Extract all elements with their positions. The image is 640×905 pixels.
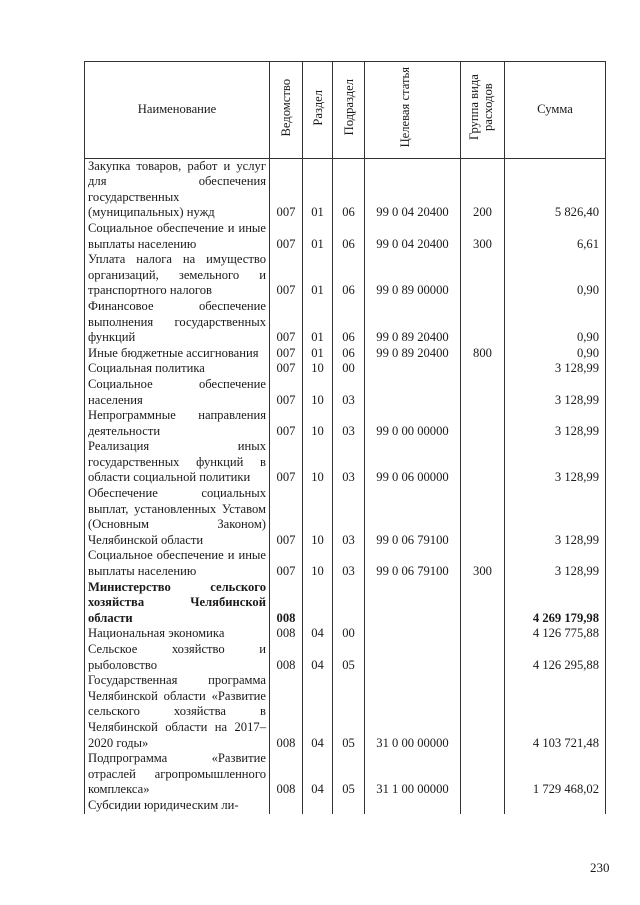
- row-gruppa: 300: [461, 221, 505, 252]
- table-row: [85, 580, 606, 627]
- row-summa: 3 128,99: [505, 486, 606, 548]
- row-podrazdel: 05: [333, 673, 365, 751]
- row-razdel: 04: [303, 642, 333, 673]
- row-vedomstvo: 008: [270, 751, 303, 798]
- table-row: [85, 346, 606, 362]
- row-name: Подпрограмма «Развитие отраслей агропромышленного комплекса»: [85, 751, 270, 798]
- row-podrazdel: 03: [333, 439, 365, 486]
- row-gruppa: 800: [461, 346, 505, 362]
- row-vedomstvo: 007: [270, 548, 303, 579]
- row-podrazdel: 06: [333, 221, 365, 252]
- row-gruppa: [461, 751, 505, 798]
- row-tselevaya: 99 0 06 00000: [365, 439, 461, 486]
- row-podrazdel: [333, 798, 365, 814]
- row-vedomstvo: 007: [270, 346, 303, 362]
- row-podrazdel: 03: [333, 548, 365, 579]
- row-vedomstvo: 008: [270, 673, 303, 751]
- row-podrazdel: 05: [333, 642, 365, 673]
- row-tselevaya: 99 0 00 00000: [365, 408, 461, 439]
- row-gruppa: [461, 798, 505, 814]
- page-number: 230: [590, 860, 610, 875]
- row-name: Социальная политика: [85, 361, 270, 377]
- row-podrazdel: 05: [333, 751, 365, 798]
- row-razdel: 10: [303, 486, 333, 548]
- row-razdel: 01: [303, 252, 333, 299]
- row-vedomstvo: 008: [270, 642, 303, 673]
- row-vedomstvo: 007: [270, 252, 303, 299]
- table-row: [85, 673, 606, 751]
- header-tselevaya: Целевая статья: [365, 62, 461, 159]
- row-gruppa: [461, 673, 505, 751]
- row-podrazdel: 03: [333, 408, 365, 439]
- row-name: Уплата налога на имущество организаций, земельного и транспортного налогов: [85, 252, 270, 299]
- table-row: [85, 751, 606, 798]
- row-razdel: 10: [303, 361, 333, 377]
- row-name: Реализация иных государственных функций в области социальной политики: [85, 439, 270, 486]
- table-row: [85, 221, 606, 252]
- row-gruppa: [461, 580, 505, 627]
- row-summa: 0,90: [505, 299, 606, 346]
- row-razdel: 10: [303, 408, 333, 439]
- row-vedomstvo: 008: [270, 626, 303, 642]
- row-podrazdel: 03: [333, 486, 365, 548]
- row-tselevaya: [365, 580, 461, 627]
- row-tselevaya: 99 0 89 20400: [365, 346, 461, 362]
- row-razdel: 01: [303, 221, 333, 252]
- row-name: Министерство сельского хозяйства Челябинской области: [85, 580, 270, 627]
- table-row: [85, 486, 606, 548]
- row-name: Финансовое обеспечение выполнения государственных функций: [85, 299, 270, 346]
- row-summa: 3 128,99: [505, 377, 606, 408]
- row-tselevaya: 99 0 89 00000: [365, 252, 461, 299]
- row-summa: 6,61: [505, 221, 606, 252]
- row-vedomstvo: [270, 798, 303, 814]
- row-name: Сельское хозяйство и рыболовство: [85, 642, 270, 673]
- row-summa: 3 128,99: [505, 548, 606, 579]
- table-row: [85, 158, 606, 221]
- row-summa: 0,90: [505, 252, 606, 299]
- table-row: [85, 408, 606, 439]
- header-vedomstvo: Ведомство: [270, 62, 303, 159]
- row-razdel: 10: [303, 439, 333, 486]
- row-gruppa: 200: [461, 158, 505, 221]
- header-summa: Сумма: [505, 62, 606, 159]
- row-vedomstvo: 007: [270, 439, 303, 486]
- row-summa: 0,90: [505, 346, 606, 362]
- table-row: [85, 626, 606, 642]
- row-gruppa: 300: [461, 548, 505, 579]
- header-razdel: Раздел: [303, 62, 333, 159]
- row-name: Государственная программа Челябинской области «Развитие сельского хозяйства в Челябинской области на 2017–2020 годы»: [85, 673, 270, 751]
- row-podrazdel: [333, 580, 365, 627]
- row-razdel: 01: [303, 299, 333, 346]
- row-podrazdel: 06: [333, 158, 365, 221]
- header-name: Наименование: [85, 62, 270, 159]
- table-row: [85, 548, 606, 579]
- table-row: [85, 299, 606, 346]
- table-row: [85, 377, 606, 408]
- row-razdel: 01: [303, 158, 333, 221]
- row-razdel: 10: [303, 377, 333, 408]
- row-gruppa: [461, 439, 505, 486]
- row-summa: 4 126 775,88: [505, 626, 606, 642]
- row-name: Закупка товаров, работ и услуг для обеспечения государственных (муниципальных) нужд: [85, 158, 270, 221]
- header-podrazdel: Подраздел: [333, 62, 365, 159]
- row-name: Иные бюджетные ассигнования: [85, 346, 270, 362]
- row-tselevaya: 31 1 00 00000: [365, 751, 461, 798]
- row-gruppa: [461, 252, 505, 299]
- row-gruppa: [461, 626, 505, 642]
- row-vedomstvo: 007: [270, 408, 303, 439]
- row-tselevaya: 99 0 04 20400: [365, 221, 461, 252]
- row-podrazdel: 03: [333, 377, 365, 408]
- row-gruppa: [461, 361, 505, 377]
- row-tselevaya: [365, 377, 461, 408]
- table-row: [85, 798, 606, 814]
- row-vedomstvo: 007: [270, 158, 303, 221]
- row-name: Национальная экономика: [85, 626, 270, 642]
- row-podrazdel: 06: [333, 299, 365, 346]
- row-summa: 1 729 468,02: [505, 751, 606, 798]
- row-name: Непрограммные направления деятельности: [85, 408, 270, 439]
- row-razdel: 04: [303, 673, 333, 751]
- row-summa: 4 126 295,88: [505, 642, 606, 673]
- row-gruppa: [461, 642, 505, 673]
- table-row: [85, 361, 606, 377]
- row-summa: 3 128,99: [505, 361, 606, 377]
- row-name: Социальное обеспечение населения: [85, 377, 270, 408]
- budget-table: [84, 61, 606, 814]
- row-tselevaya: 31 0 00 00000: [365, 673, 461, 751]
- row-summa: 4 269 179,98: [505, 580, 606, 627]
- row-podrazdel: 06: [333, 346, 365, 362]
- row-vedomstvo: 007: [270, 361, 303, 377]
- row-gruppa: [461, 486, 505, 548]
- row-podrazdel: 06: [333, 252, 365, 299]
- row-name: Социальное обеспечение и иные выплаты населению: [85, 548, 270, 579]
- row-tselevaya: 99 0 06 79100: [365, 486, 461, 548]
- table-row: [85, 439, 606, 486]
- header-gruppa: Группа вида расходов: [461, 62, 505, 159]
- row-name: Субсидии юридическим ли-: [85, 798, 270, 814]
- row-razdel: [303, 798, 333, 814]
- row-name: Обеспечение социальных выплат, установленных Уставом (Основным Законом) Челябинской области: [85, 486, 270, 548]
- row-name: Социальное обеспечение и иные выплаты населению: [85, 221, 270, 252]
- row-tselevaya: [365, 642, 461, 673]
- row-tselevaya: 99 0 89 20400: [365, 299, 461, 346]
- row-summa: 4 103 721,48: [505, 673, 606, 751]
- row-vedomstvo: 007: [270, 377, 303, 408]
- row-summa: 5 826,40: [505, 158, 606, 221]
- row-summa: 3 128,99: [505, 439, 606, 486]
- row-vedomstvo: 007: [270, 221, 303, 252]
- row-gruppa: [461, 377, 505, 408]
- row-razdel: 04: [303, 751, 333, 798]
- row-podrazdel: 00: [333, 361, 365, 377]
- row-razdel: 10: [303, 548, 333, 579]
- row-summa: [505, 798, 606, 814]
- row-tselevaya: [365, 798, 461, 814]
- row-tselevaya: [365, 361, 461, 377]
- row-summa: 3 128,99: [505, 408, 606, 439]
- row-razdel: 01: [303, 346, 333, 362]
- row-gruppa: [461, 299, 505, 346]
- row-vedomstvo: 008: [270, 580, 303, 627]
- row-tselevaya: 99 0 06 79100: [365, 548, 461, 579]
- row-tselevaya: [365, 626, 461, 642]
- row-gruppa: [461, 408, 505, 439]
- row-vedomstvo: 007: [270, 299, 303, 346]
- table-header: [85, 62, 606, 159]
- table-row: [85, 252, 606, 299]
- row-razdel: 04: [303, 626, 333, 642]
- row-razdel: [303, 580, 333, 627]
- row-vedomstvo: 007: [270, 486, 303, 548]
- row-tselevaya: 99 0 04 20400: [365, 158, 461, 221]
- table-row: [85, 642, 606, 673]
- row-podrazdel: 00: [333, 626, 365, 642]
